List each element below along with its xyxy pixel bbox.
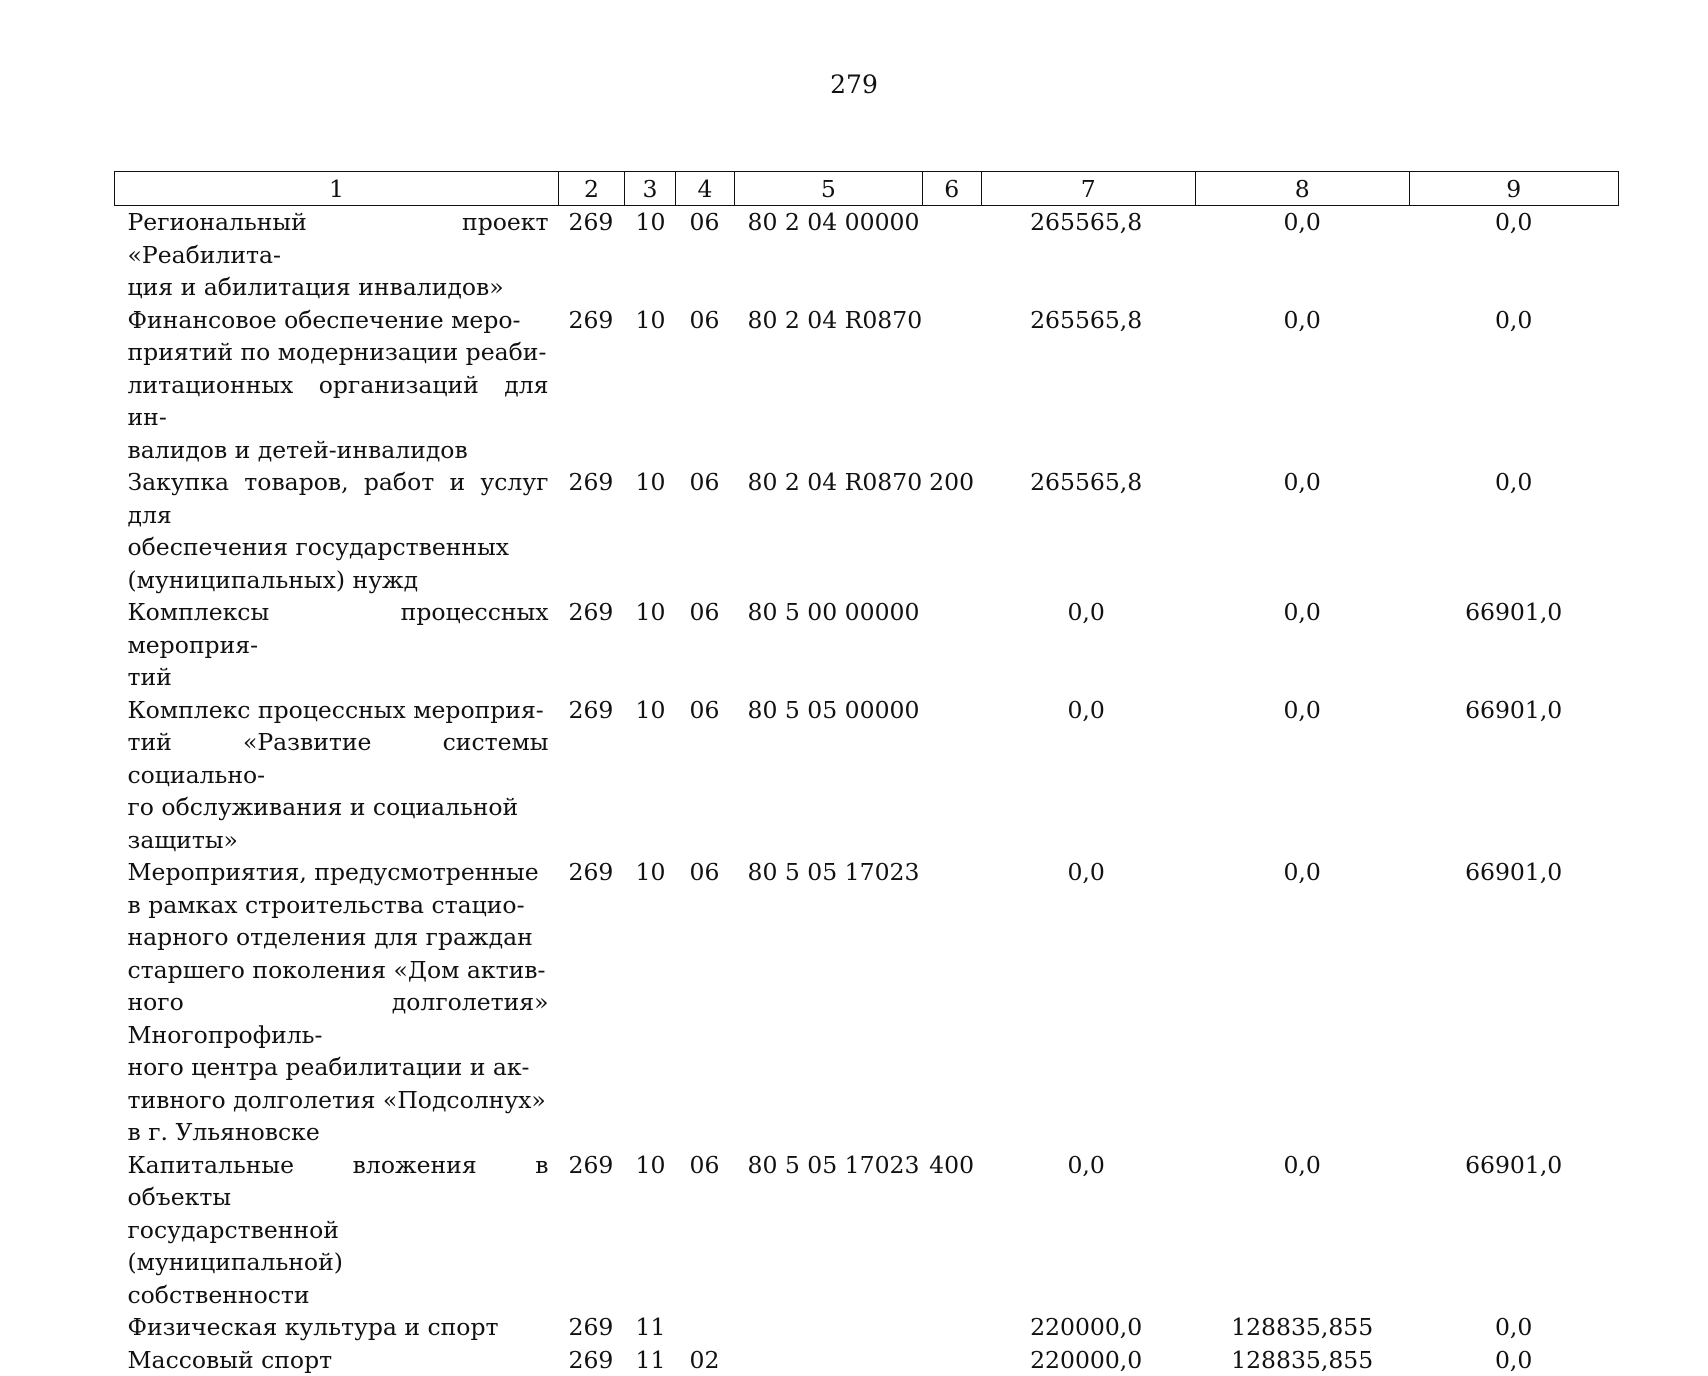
cell-col-6: 200 xyxy=(922,466,981,596)
cell-col-4: 06 xyxy=(676,304,735,467)
cell-col-7: 0,0 xyxy=(981,1149,1195,1312)
cell-col-7: 220000,0 xyxy=(981,1344,1195,1376)
cell-col-4: 06 xyxy=(676,1149,735,1312)
cell-col-5: 80 5 05 00000 xyxy=(735,694,923,857)
cell-col-9: 0,0 xyxy=(1409,1344,1618,1376)
cell-col-6 xyxy=(922,856,981,1149)
cell-col-4: 06 xyxy=(676,856,735,1149)
table-row xyxy=(115,466,1619,596)
cell-col-3: 10 xyxy=(625,596,676,694)
table-row xyxy=(115,694,1619,857)
cell-col-3: 10 xyxy=(625,304,676,467)
cell-col-6 xyxy=(922,206,981,304)
cell-col-8: 0,0 xyxy=(1195,466,1409,596)
cell-col-4: 02 xyxy=(676,1344,735,1376)
cell-col-4: 06 xyxy=(676,596,735,694)
column-header-3: 3 xyxy=(625,172,676,206)
cell-col-2: 269 xyxy=(559,1311,625,1344)
row-description: Мероприятия, предусмотренные в рамках строительства стацио- нарного отделения для граждан старшего поколения «Дом актив- ного долголетия» Многопрофиль- ного центра реабилитации и ак- тивного долголетия «Подсолнух» в г. Ульяновске xyxy=(115,856,559,1149)
column-header-5: 5 xyxy=(735,172,923,206)
row-description: Капитальные вложения в объекты государственной (муниципальной) собственности xyxy=(115,1149,559,1312)
cell-col-6: 400 xyxy=(922,1149,981,1312)
cell-col-2: 269 xyxy=(559,304,625,467)
cell-col-6 xyxy=(922,596,981,694)
cell-col-2: 269 xyxy=(559,1149,625,1312)
table-row xyxy=(115,596,1619,694)
cell-col-4: 06 xyxy=(676,206,735,304)
cell-col-2: 269 xyxy=(559,694,625,857)
cell-col-2: 269 xyxy=(559,466,625,596)
cell-col-8: 0,0 xyxy=(1195,596,1409,694)
table-row xyxy=(115,1344,1619,1376)
row-description: Комплекс процессных мероприя- тий «Развитие системы социально- го обслуживания и социальной защиты» xyxy=(115,694,559,857)
column-header-7: 7 xyxy=(981,172,1195,206)
table-row xyxy=(115,856,1619,1149)
cell-col-3: 11 xyxy=(625,1311,676,1344)
page-number: 279 xyxy=(0,70,1708,99)
cell-col-4: 06 xyxy=(676,694,735,857)
cell-col-3: 10 xyxy=(625,1149,676,1312)
column-header-8: 8 xyxy=(1195,172,1409,206)
cell-col-7: 265565,8 xyxy=(981,466,1195,596)
cell-col-5 xyxy=(735,1344,923,1376)
row-description: Региональный проект «Реабилита- ция и абилитация инвалидов» xyxy=(115,206,559,304)
budget-table xyxy=(114,171,1619,1376)
cell-col-8: 128835,855 xyxy=(1195,1311,1409,1344)
column-header-1: 1 xyxy=(115,172,559,206)
cell-col-7: 0,0 xyxy=(981,694,1195,857)
cell-col-4 xyxy=(676,1311,735,1344)
cell-col-3: 11 xyxy=(625,1344,676,1376)
cell-col-9: 66901,0 xyxy=(1409,596,1618,694)
row-description: Закупка товаров, работ и услуг для обеспечения государственных (муниципальных) нужд xyxy=(115,466,559,596)
cell-col-9: 66901,0 xyxy=(1409,694,1618,857)
cell-col-8: 0,0 xyxy=(1195,1149,1409,1312)
row-description: Физическая культура и спорт xyxy=(115,1311,559,1344)
cell-col-2: 269 xyxy=(559,856,625,1149)
cell-col-9: 0,0 xyxy=(1409,206,1618,304)
cell-col-7: 0,0 xyxy=(981,856,1195,1149)
cell-col-5: 80 5 00 00000 xyxy=(735,596,923,694)
row-description: Финансовое обеспечение меро- приятий по модернизации реаби- литационных организаций для ин- валидов и детей-инвалидов xyxy=(115,304,559,467)
cell-col-7: 0,0 xyxy=(981,596,1195,694)
cell-col-6 xyxy=(922,1311,981,1344)
cell-col-3: 10 xyxy=(625,206,676,304)
cell-col-4: 06 xyxy=(676,466,735,596)
cell-col-3: 10 xyxy=(625,694,676,857)
column-header-6: 6 xyxy=(922,172,981,206)
cell-col-3: 10 xyxy=(625,466,676,596)
table-row xyxy=(115,1149,1619,1312)
cell-col-2: 269 xyxy=(559,1344,625,1376)
cell-col-8: 128835,855 xyxy=(1195,1344,1409,1376)
cell-col-5: 80 2 04 00000 xyxy=(735,206,923,304)
table-row xyxy=(115,1311,1619,1344)
row-description: Массовый спорт xyxy=(115,1344,559,1376)
cell-col-9: 66901,0 xyxy=(1409,856,1618,1149)
column-header-2: 2 xyxy=(559,172,625,206)
cell-col-7: 265565,8 xyxy=(981,304,1195,467)
table-row xyxy=(115,206,1619,304)
table-body xyxy=(115,206,1619,1376)
cell-col-7: 265565,8 xyxy=(981,206,1195,304)
cell-col-9: 0,0 xyxy=(1409,1311,1618,1344)
cell-col-7: 220000,0 xyxy=(981,1311,1195,1344)
cell-col-5: 80 2 04 R0870 xyxy=(735,304,923,467)
row-description: Комплексы процессных мероприя- тий xyxy=(115,596,559,694)
cell-col-5: 80 5 05 17023 xyxy=(735,1149,923,1312)
column-header-9: 9 xyxy=(1409,172,1618,206)
cell-col-6 xyxy=(922,1344,981,1376)
cell-col-2: 269 xyxy=(559,206,625,304)
cell-col-5: 80 2 04 R0870 xyxy=(735,466,923,596)
cell-col-6 xyxy=(922,694,981,857)
cell-col-8: 0,0 xyxy=(1195,694,1409,857)
cell-col-8: 0,0 xyxy=(1195,206,1409,304)
cell-col-2: 269 xyxy=(559,596,625,694)
table-row xyxy=(115,304,1619,467)
cell-col-6 xyxy=(922,304,981,467)
cell-col-5: 80 5 05 17023 xyxy=(735,856,923,1149)
cell-col-9: 0,0 xyxy=(1409,466,1618,596)
cell-col-3: 10 xyxy=(625,856,676,1149)
cell-col-9: 66901,0 xyxy=(1409,1149,1618,1312)
column-header-4: 4 xyxy=(676,172,735,206)
cell-col-8: 0,0 xyxy=(1195,304,1409,467)
table-header-row xyxy=(115,172,1619,206)
cell-col-9: 0,0 xyxy=(1409,304,1618,467)
cell-col-8: 0,0 xyxy=(1195,856,1409,1149)
cell-col-5 xyxy=(735,1311,923,1344)
